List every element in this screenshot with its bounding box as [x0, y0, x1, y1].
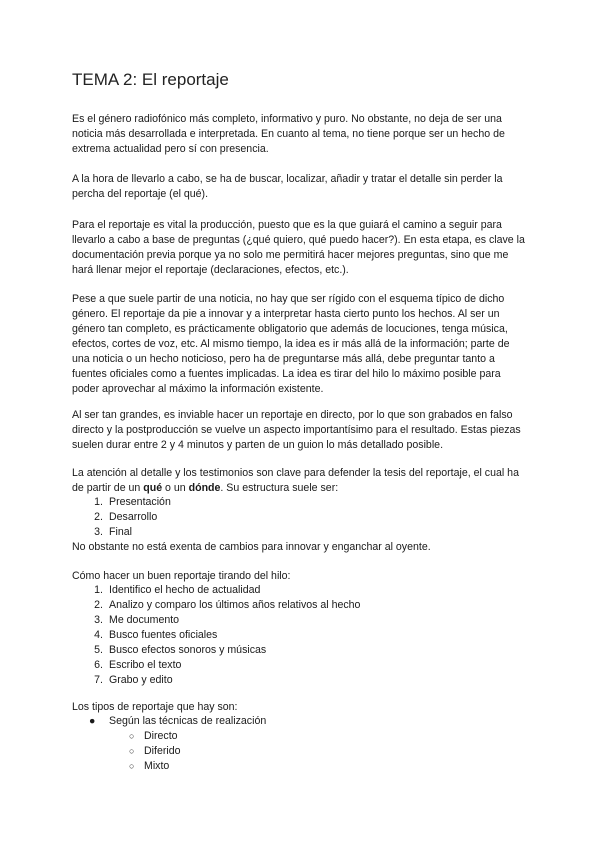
list-text: Analizo y comparo los últimos años relativos al hecho	[109, 599, 361, 611]
paragraph-5: Al ser tan grandes, es inviable hacer un reportaje en directo, por lo que son grabados en falso directo y la postproducción se vuelve un aspecto importantísimo para el resultado. Estas piezas suelen durar entre 2 y 4 minutos y parten de un guion lo más detallado posible.	[72, 409, 521, 451]
list-item	[72, 673, 530, 688]
list-number: 1.	[94, 496, 103, 508]
list-text: Según las técnicas de realización	[109, 715, 267, 727]
structure-bold-que: qué	[143, 482, 163, 494]
howto-intro: Cómo hacer un buen reportaje tirando del hilo:	[72, 570, 291, 582]
list-item	[72, 643, 530, 658]
list-number: 2.	[94, 511, 103, 523]
sub-list-item	[72, 729, 530, 744]
circle-bullet-icon: ○	[129, 746, 135, 756]
list-text: Busco efectos sonoros y músicas	[109, 644, 267, 656]
list-item	[72, 613, 530, 628]
list-text: Escribo el texto	[109, 659, 182, 671]
paragraph-4: Pese a que suele partir de una noticia, no hay que ser rígido con el esquema típico de dicho género. El reportaje da pie a innovar y a interpretar hasta cierto punto los hechos. Al ser un género tan completo, es prácticamente obligatorio que además de locuciones, tenga música, efectos, cortes de voz, etc. Al mismo tiempo, la idea es ir más allá de la información; parte de una noticia o un hecho noticioso, pero ha de preguntarse más allá, debe preguntar tanto a fuentes oficiales como a fuentes implicadas. La idea es tirar del hilo lo máximo posible para poder aprovechar al máximo la información existente.	[72, 293, 510, 395]
types-list	[72, 714, 530, 774]
paragraph-3: Para el reportaje es vital la producción, puesto que es la que guiará el camino a seguir para llevarlo a cabo a base de preguntas (¿qué quiero, qué puedo hacer?). En esta etapa, es clave la documentación previa porque ya no solo me permitirá hacer mejores preguntas, sino que me hará llenar mejor el reportaje (declaraciones, efectos, etc.).	[72, 219, 525, 276]
sub-list-item	[72, 759, 530, 774]
list-text: Busco fuentes oficiales	[109, 629, 218, 641]
list-text: Presentación	[109, 496, 171, 508]
list-number: 2.	[94, 599, 103, 611]
paragraph-2: A la hora de llevarlo a cabo, se ha de buscar, localizar, añadir y tratar el detalle sin perder la percha del reportaje (el qué).	[72, 173, 503, 200]
list-number: 4.	[94, 629, 103, 641]
list-text: Mixto	[144, 760, 170, 772]
list-text: Grabo y edito	[109, 674, 173, 686]
paragraph-1: Es el género radiofónico más completo, informativo y puro. No obstante, no deja de ser una noticia más desarrollada e interpretada. En cuanto al tema, no tiene porque ser un hecho de extrema actualidad pero sí con presencia.	[72, 113, 505, 155]
list-number: 5.	[94, 644, 103, 656]
list-item	[72, 628, 530, 643]
list-number: 1.	[94, 584, 103, 596]
list-item	[72, 583, 530, 598]
list-number: 7.	[94, 674, 103, 686]
circle-bullet-icon: ○	[129, 761, 135, 771]
structure-bold-donde: dónde	[188, 482, 221, 494]
list-item	[72, 525, 530, 540]
circle-bullet-icon: ○	[129, 731, 135, 741]
bullet-icon: ●	[89, 715, 96, 727]
sub-list-item	[72, 744, 530, 759]
list-text: Diferido	[144, 745, 181, 757]
list-text: Final	[109, 526, 132, 538]
structure-intro	[72, 466, 530, 496]
page-title: TEMA 2: El reportaje	[72, 70, 229, 89]
structure-after: No obstante no está exenta de cambios para innovar y enganchar al oyente.	[72, 541, 431, 553]
types-intro: Los tipos de reportaje que hay son:	[72, 701, 238, 713]
list-item	[72, 658, 530, 673]
list-text: Identifico el hecho de actualidad	[109, 584, 261, 596]
list-item	[72, 598, 530, 613]
howto-list	[72, 583, 530, 688]
list-text: Directo	[144, 730, 178, 742]
list-text: Desarrollo	[109, 511, 158, 523]
structure-intro-b: o un	[162, 482, 189, 494]
list-text: Me documento	[109, 614, 180, 626]
list-item	[72, 495, 530, 510]
list-item	[72, 510, 530, 525]
structure-list	[72, 495, 530, 540]
list-number: 3.	[94, 526, 103, 538]
list-number: 3.	[94, 614, 103, 626]
structure-intro-c: . Su estructura suele ser:	[220, 482, 339, 494]
structure-intro-a: La atención al detalle y los testimonios son clave para defender la tesis del reportaje, el cual ha de partir de un	[72, 467, 519, 494]
list-item	[72, 714, 530, 729]
list-number: 6.	[94, 659, 103, 671]
